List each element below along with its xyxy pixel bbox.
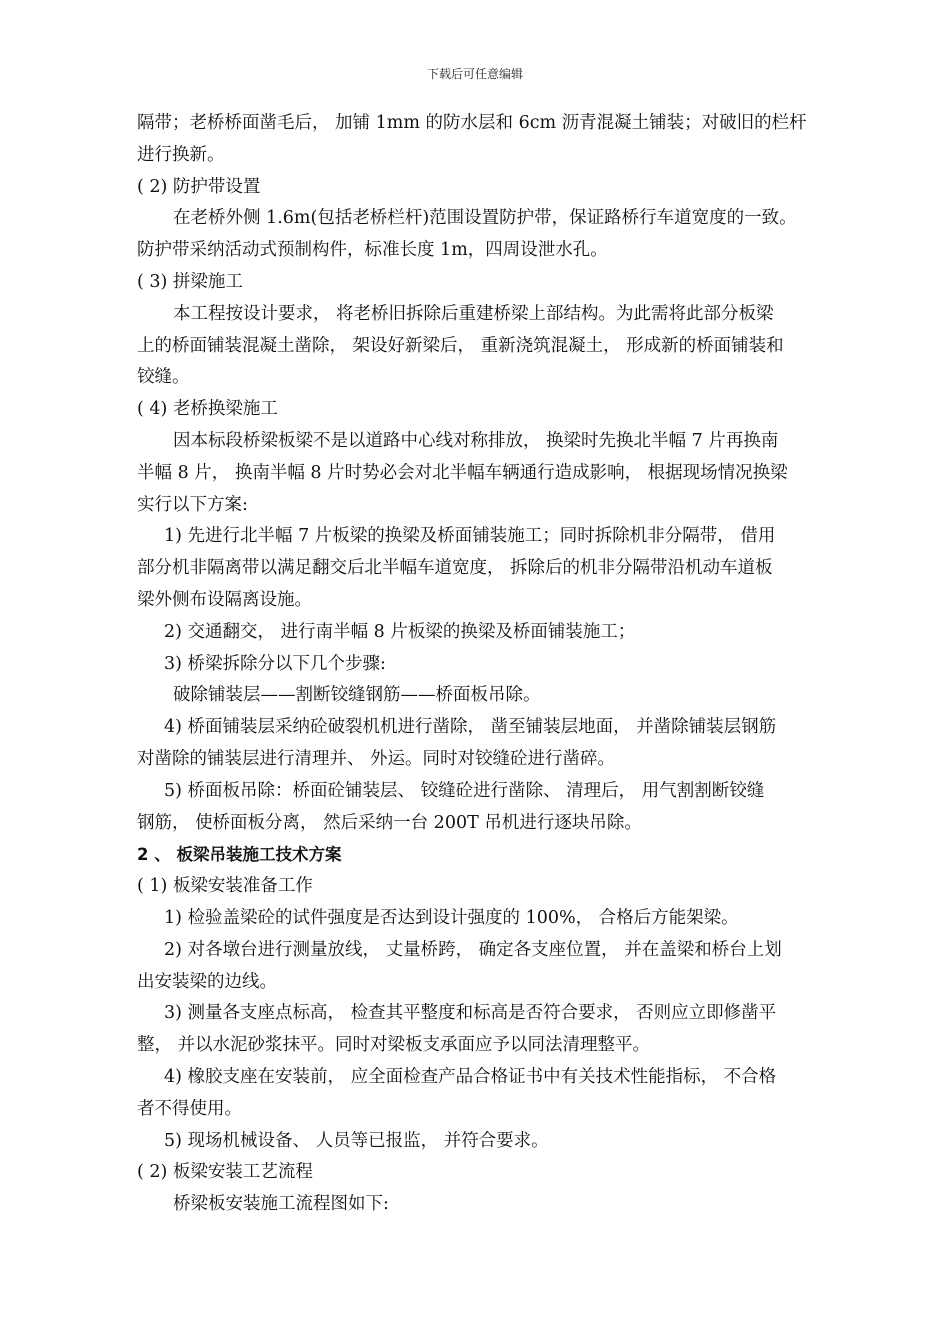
text-line: 防护带采纳活动式预制构件，标准长度 1m，四周设泄水孔。 — [137, 240, 608, 261]
text-line: 本工程按设计要求， 将老桥旧拆除后重建桥梁上部结构。为此需将此部分板梁 — [173, 303, 774, 324]
section-heading: ( 1) 板梁安装准备工作 — [137, 876, 313, 897]
list-item: 3) 桥梁拆除分以下几个步骤: — [164, 653, 386, 674]
list-item: 3) 测量各支座点标高， 检查其平整度和标高是否符合要求， 否则应立即修凿平 — [164, 1003, 777, 1024]
text-line: 因本标段桥梁板梁不是以道路中心线对称排放， 换梁时先换北半幅 7 片再换南 — [173, 430, 779, 451]
text-line: 实行以下方案: — [137, 494, 248, 515]
text-line: 破除铺装层——割断铰缝钢筋——桥面板吊除。 — [173, 685, 541, 706]
text-line: 隔带；老桥桥面凿毛后， 加铺 1mm 的防水层和 6cm 沥青混凝土铺装；对破旧的栏杆 — [137, 113, 807, 133]
list-item: 4) 橡胶支座在安装前， 应全面检查产品合格证书中有关技术性能指标， 不合格 — [164, 1066, 777, 1087]
text-line: 整， 并以水泥砂浆抹平。同时对梁板支承面应予以同法清理整平。 — [137, 1035, 651, 1056]
section-heading: ( 3) 拼梁施工 — [137, 271, 243, 292]
text-line: 对凿除的铺装层进行清理并、 外运。同时对铰缝砼进行凿碎。 — [137, 748, 616, 769]
text-line: 铰缝。 — [137, 367, 190, 388]
page-header: 下载后可任意编辑 — [426, 67, 523, 81]
text-line: 桥梁板安装施工流程图如下: — [173, 1194, 389, 1215]
list-item: 1) 先进行北半幅 7 片板梁的换梁及桥面铺装施工；同时拆除机非分隔带， 借用 — [164, 526, 776, 547]
text-line: 部分机非隔离带以满足翻交后北半幅车道宽度， 拆除后的机非分隔带沿机动车道板 — [137, 558, 773, 579]
text-line: 在老桥外侧 1.6m(包括老桥栏杆)范围设置防护带，保证路桥行车道宽度的一致。 — [173, 208, 797, 229]
list-item: 1) 检验盖梁砼的试件强度是否达到设计强度的 100%， 合格后方能架梁。 — [164, 907, 739, 928]
text-line: 钢筋， 使桥面板分离， 然后采纳一台 200T 吊机进行逐块吊除。 — [137, 812, 642, 833]
document-body — [137, 108, 841, 1221]
list-item: 2) 交通翻交， 进行南半幅 8 片板梁的换梁及桥面铺装施工； — [164, 621, 636, 642]
section-heading: ( 2) 防护带设置 — [137, 176, 261, 197]
list-item: 5) 桥面板吊除：桥面砼铺装层、 铰缝砼进行凿除、 清理后， 用气割割断铰缝 — [164, 780, 765, 801]
text-line: 上的桥面铺装混凝土凿除， 架设好新梁后， 重新浇筑混凝土， 形成新的桥面铺装和 — [137, 335, 784, 356]
list-item: 2) 对各墩台进行测量放线， 丈量桥跨， 确定各支座位置， 并在盖梁和桥台上划 — [164, 939, 782, 960]
text-line: 半幅 8 片， 换南半幅 8 片时势必会对北半幅车辆通行造成影响， 根据现场情况换梁 — [137, 462, 788, 483]
chapter-heading: 2 、 板梁吊装施工技术方案 — [137, 845, 342, 865]
section-heading: ( 2) 板梁安装工艺流程 — [137, 1162, 313, 1183]
text-line: 梁外侧布设隔离设施。 — [137, 589, 312, 610]
list-item: 5) 现场机械设备、 人员等已报监， 并符合要求。 — [164, 1130, 549, 1151]
text-line: 进行换新。 — [137, 144, 225, 165]
text-line: 者不得使用。 — [137, 1098, 242, 1119]
list-item: 4) 桥面铺装层采纳砼破裂机机进行凿除， 凿至铺装层地面， 并凿除铺装层钢筋 — [164, 717, 777, 738]
text-line: 出安装梁的边线。 — [137, 971, 277, 992]
section-heading: ( 4) 老桥换梁施工 — [137, 399, 278, 420]
